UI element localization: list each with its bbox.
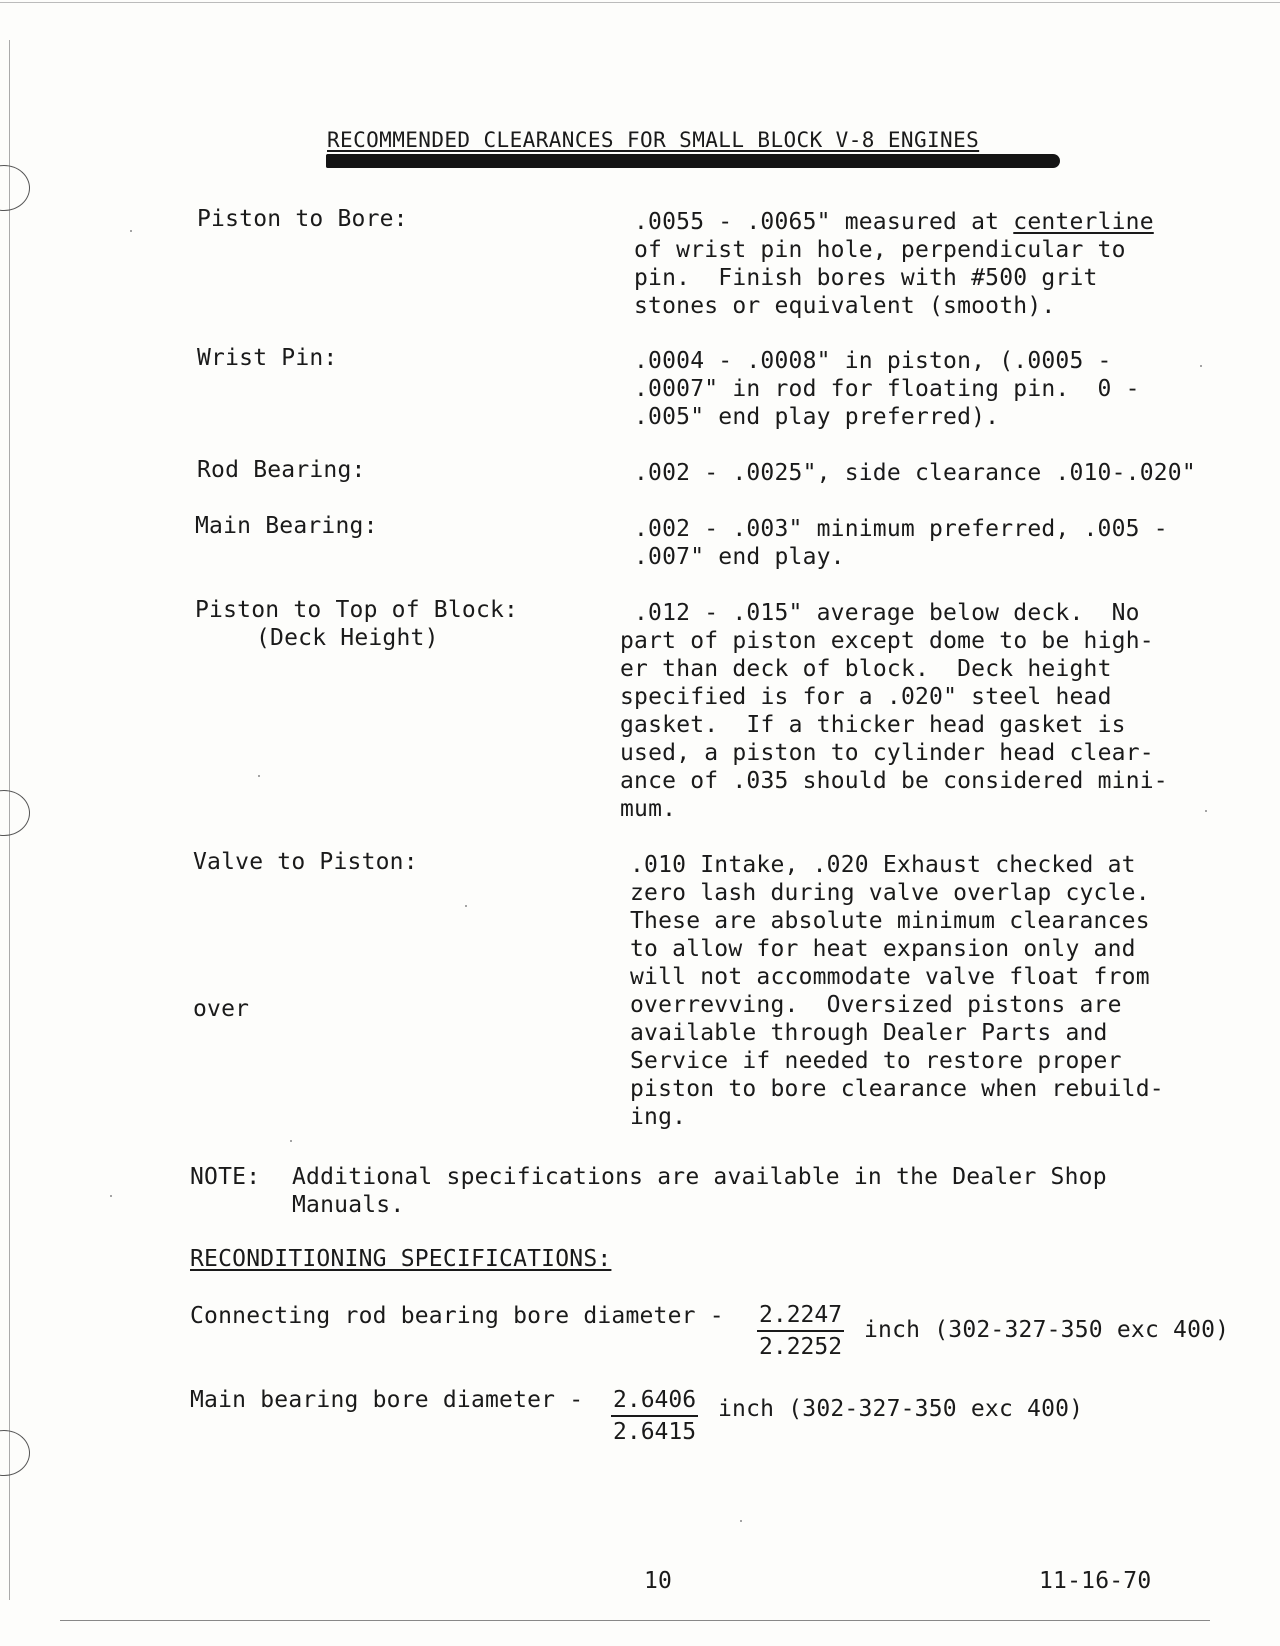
recon-rod-suffix: inch (302-327-350 exc 400) [864, 1317, 1230, 1343]
spec-value-piston-to-bore [634, 208, 1154, 236]
recon-main-denominator: 2.6415 [613, 1419, 697, 1445]
punch-hole-bottom [0, 1430, 30, 1476]
spec-line: pin. Finish bores with #500 grit [634, 265, 1098, 291]
top-edge-line [0, 2, 1280, 3]
spec-line: .010 Intake, .020 Exhaust checked at [630, 852, 1136, 878]
spec-label-piston-to-top-of-block: Piston to Top of Block: [195, 597, 519, 623]
recon-rod-denominator: 2.2252 [759, 1334, 843, 1360]
recon-heading: RECONDITIONING SPECIFICATIONS: [190, 1246, 612, 1272]
recon-main-suffix: inch (302-327-350 exc 400) [718, 1396, 1084, 1422]
recon-rod-fraction [757, 1301, 844, 1361]
spec-line: used, a piston to cylinder head clear- [620, 740, 1154, 766]
spec-line: .0007" in rod for floating pin. 0 - [634, 376, 1140, 402]
spec-label-piston-to-bore: Piston to Bore: [197, 206, 408, 232]
spec-line: available through Dealer Parts and [630, 1020, 1108, 1046]
spec-line: Service if needed to restore proper [630, 1048, 1122, 1074]
note-label: NOTE: [190, 1164, 261, 1190]
document-date: 11-16-70 [1039, 1568, 1152, 1594]
recon-main-fraction [611, 1386, 698, 1446]
scan-speck [1205, 810, 1207, 812]
title-underline-bar [326, 154, 1060, 168]
spec-line: .002 - .003" minimum preferred, .005 - [634, 516, 1168, 542]
page-title: RECOMMENDED CLEARANCES FOR SMALL BLOCK V-8 ENGINES [327, 128, 980, 152]
spec-line: specified is for a .020" steel head [620, 684, 1112, 710]
spec-line: stones or equivalent (smooth). [634, 293, 1056, 319]
scan-speck [465, 905, 467, 907]
spec-line: ing. [630, 1104, 687, 1130]
spec-line: to allow for heat expansion only and [630, 936, 1136, 962]
punch-hole-middle [0, 790, 30, 836]
spec-line: .005" end play preferred). [634, 404, 1000, 430]
spec-sublabel-deck-height: (Deck Height) [256, 625, 439, 651]
punch-hole-top [0, 165, 30, 211]
spec-line: ance of .035 should be considered mini- [620, 768, 1168, 794]
scan-speck [258, 775, 260, 777]
spec-label-main-bearing: Main Bearing: [195, 513, 378, 539]
bottom-edge-line [60, 1620, 1210, 1621]
spec-label-rod-bearing: Rod Bearing: [197, 457, 366, 483]
underlined-word-centerline: centerline [1013, 209, 1154, 235]
recon-rod-prefix: Connecting rod bearing bore diameter - [190, 1303, 738, 1329]
scan-speck [1200, 365, 1202, 367]
recon-rod-numerator: 2.2247 [757, 1301, 844, 1332]
spec-line: mum. [620, 796, 677, 822]
scan-speck [110, 1195, 112, 1197]
recon-main-numerator: 2.6406 [611, 1386, 698, 1417]
spec-side-note-over: over [193, 996, 250, 1022]
spec-line: piston to bore clearance when rebuild- [630, 1076, 1164, 1102]
spec-line: .0004 - .0008" in piston, (.0005 - [634, 348, 1112, 374]
spec-line: .012 - .015" average below deck. No [634, 600, 1140, 626]
spec-line: .007" end play. [634, 544, 845, 570]
scan-speck [130, 230, 132, 232]
spec-line: will not accommodate valve float from [630, 964, 1150, 990]
recon-main-prefix: Main bearing bore diameter - [190, 1387, 598, 1413]
spec-label-valve-to-piston: Valve to Piston: [193, 849, 418, 875]
note-line: Manuals. [292, 1192, 405, 1218]
scan-speck [740, 1520, 742, 1522]
spec-line: er than deck of block. Deck height [620, 656, 1112, 682]
spec-line: .002 - .0025", side clearance .010-.020" [634, 460, 1196, 486]
spec-line: overrevving. Oversized pistons are [630, 992, 1122, 1018]
spec-line: .0055 - .0065" measured at [634, 209, 1014, 235]
spec-line: gasket. If a thicker head gasket is [620, 712, 1126, 738]
spec-line: These are absolute minimum clearances [630, 908, 1150, 934]
note-line: Additional specifications are available in the Dealer Shop [292, 1164, 1107, 1190]
spec-line: of wrist pin hole, perpendicular to [634, 237, 1126, 263]
spec-label-wrist-pin: Wrist Pin: [197, 345, 338, 371]
spec-line: part of piston except dome to be high- [620, 628, 1154, 654]
page-number: 10 [644, 1568, 673, 1594]
spec-line: zero lash during valve overlap cycle. [630, 880, 1150, 906]
scan-speck [290, 1140, 292, 1142]
